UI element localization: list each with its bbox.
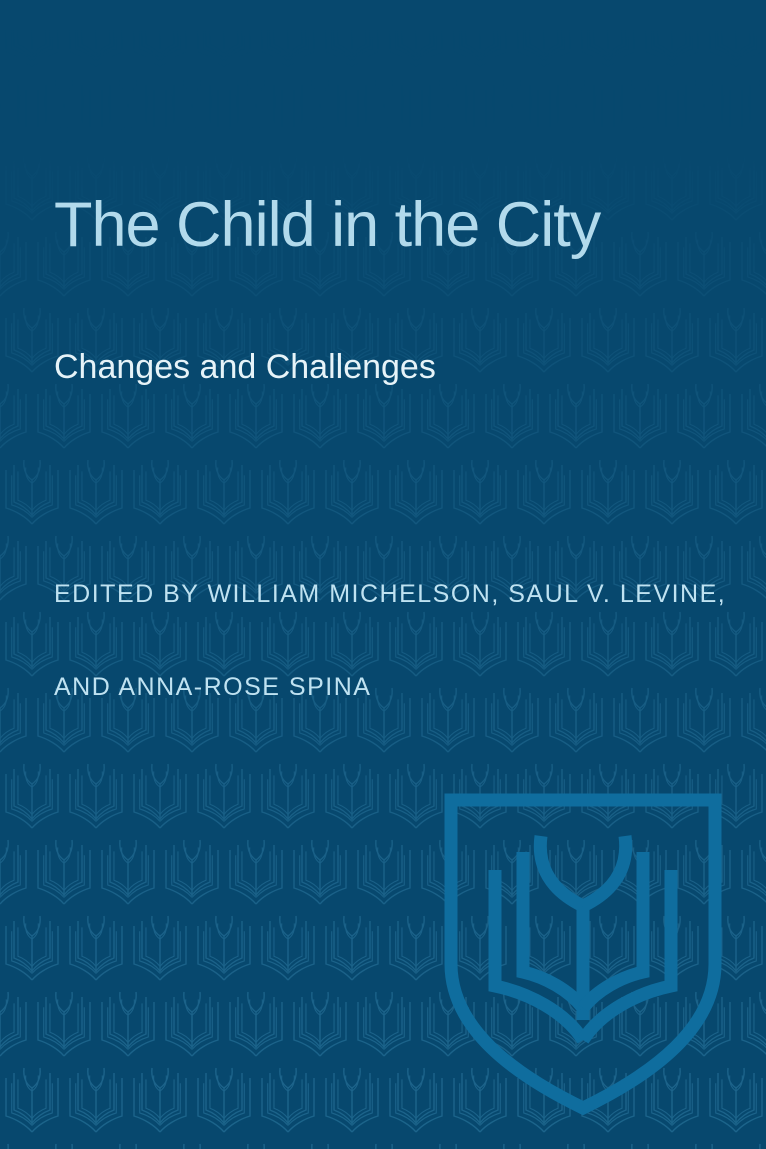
book-title: The Child in the City: [54, 190, 601, 260]
publisher-shield-book-logo-icon: [437, 788, 729, 1120]
editors-credit-line2: AND ANNA-ROSE SPINA: [54, 673, 372, 701]
book-subtitle: Changes and Challenges: [54, 348, 436, 386]
editors-credit-line1: EDITED BY WILLIAM MICHELSON, SAUL V. LEVINE,: [54, 580, 727, 608]
editors-credit: [54, 517, 726, 765]
